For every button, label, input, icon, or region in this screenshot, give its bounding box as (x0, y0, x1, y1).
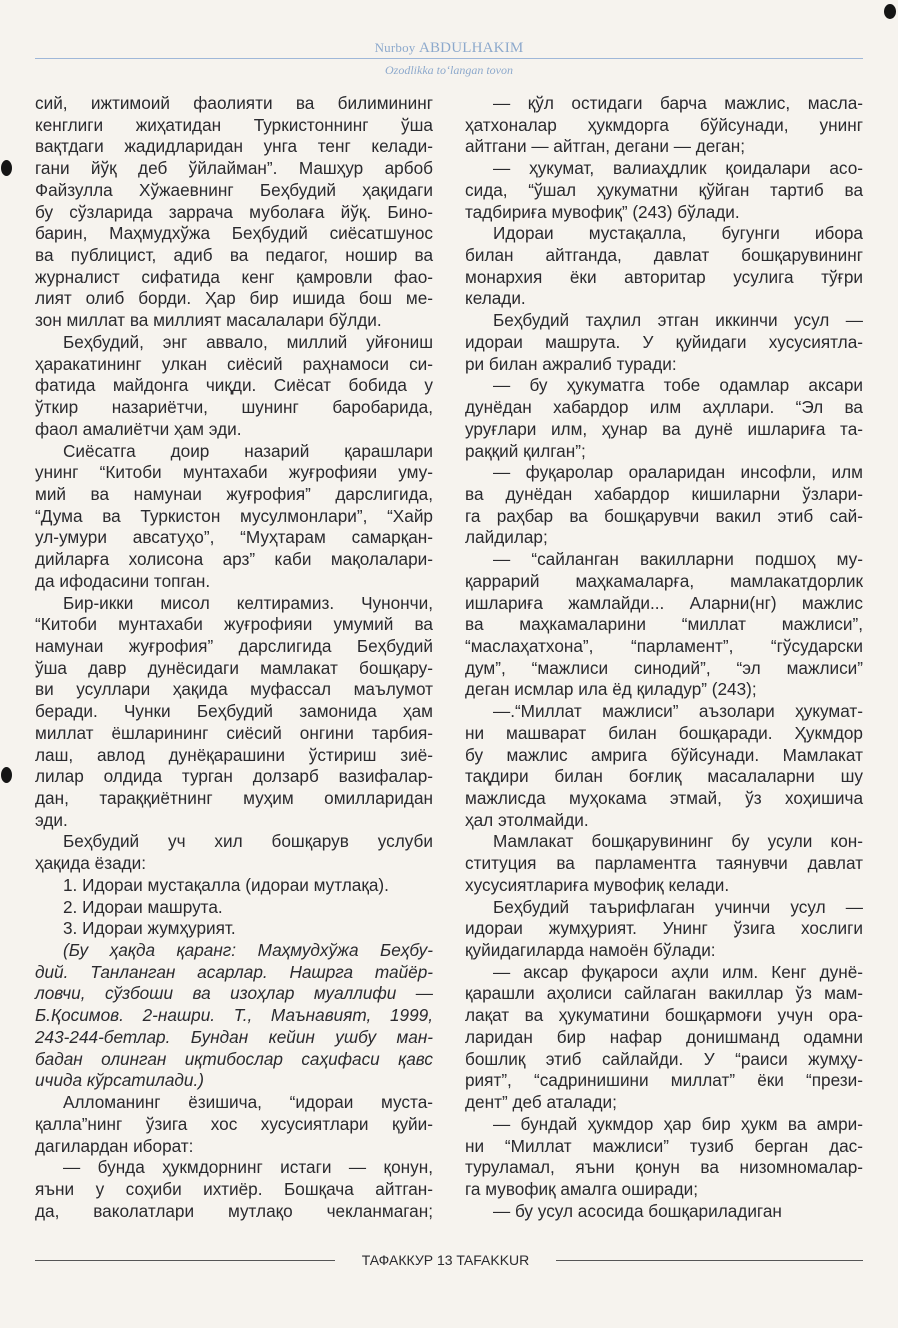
binder-hole (1, 767, 12, 783)
left_column-line: лилар олдида турган долзарб вазифалар- (35, 766, 433, 787)
left_column-line: гани йўқ деб ўйлайман”. Машҳур арбоб (35, 158, 433, 179)
header-rule (35, 58, 863, 59)
right_column-line: — бундай ҳукмдор ҳар бир ҳукм ва амри- (493, 1113, 863, 1134)
running-head-author (0, 40, 898, 57)
right_column-line: дум”, “мажлиси синодий”, “эл мажлиси” (465, 657, 863, 678)
right_column-line: хусусиятлариға мувофиқ келади. (465, 874, 730, 895)
right_column-line: Беҳбудий таҳлил этган иккинчи усул — (493, 310, 863, 331)
right_column-line: идораи жумҳурият. Унинг ўзига хослиги (465, 918, 863, 939)
left_column-line: бу сўзларида заррача муболаға йўқ. Бино- (35, 201, 433, 222)
right_column-line: — аксар фуқароси аҳли илм. Кенг дунё- (493, 961, 863, 982)
right_column-line: — фуқаролар ораларидан инсофли, илм (493, 462, 863, 483)
right_column-line: — бу ҳукуматга тобе одамлар аксари (493, 375, 863, 396)
right_column-line: билан айтганда, давлат бошқарувининг (465, 245, 863, 266)
right_column-line: — бу усул асосида бошқариладиган (493, 1200, 782, 1221)
left_column-line: — бунда ҳукмдорнинг истаги — қонун, (63, 1157, 433, 1178)
right_column-line: тақдири билан боғлиқ масалаларни шу (465, 766, 863, 787)
left_column-line: дий. Танланган асарлар. Нашрга тайёр- (35, 961, 433, 982)
left_column-line: да, ваколатлари мутлақо чекланмаган; (35, 1200, 433, 1221)
right_column-line: лақат ва ҳукуматини бошқармоғи учун ора- (465, 1005, 863, 1026)
left_column-line: фаол амалиётчи ҳам эди. (35, 418, 242, 439)
left_column-line: ўткир назариётчи, шунинг баробарида, (35, 397, 433, 418)
left_column-line: фатида майдонга чиқди. Сиёсат бобида у (35, 375, 433, 396)
left_column-line: дагилардан иборат: (35, 1135, 194, 1156)
right_column-line: ҳал этолмайди. (465, 809, 589, 830)
left_column-line: журналист сифатида кенг қамровли фао- (35, 266, 433, 287)
right_column-line: туруламал, яъни қонун ва низомномалар- (465, 1157, 863, 1178)
right_column-line: дент” деб аталади; (465, 1092, 617, 1113)
left_column-line: 1. Идораи мустақалла (идораи мутлақа). (63, 874, 389, 895)
right_column-line: мажлисда муҳокама этмай, ўз хоҳишича (465, 788, 863, 808)
left-text-column (35, 93, 433, 1222)
left_column-line: лият олиб борди. Ҳар бир ишида бош ме- (35, 288, 433, 309)
right_column-line: ституция ва парламентга таянувчи давлат (465, 853, 863, 874)
right_column-line: дунёдан хабардор илм аҳллари. “Эл ва (465, 397, 863, 418)
right_column-line: деган исмлар ила ёд қиладур” (243); (465, 679, 757, 700)
right_column-line: “маслаҳатхона”, “парламент”, “гўсударски (465, 635, 863, 656)
right_column-line: қарашли аҳолиси сайлаган вакиллар ўз мам- (465, 983, 863, 1004)
left_column-line: сий, ижтимоий фаолияти ва билимининг (35, 93, 433, 113)
left_column-line: ўша давр дунёсидаги мамлакат бошқару- (35, 657, 433, 678)
right_column-line: келади. (465, 288, 526, 309)
left_column-line: яъни у соҳиби ихтиёр. Бошқача айтган- (35, 1178, 433, 1199)
left_column-line: да ифодасини топган. (35, 570, 211, 591)
left_column-line: 3. Идораи жумҳурият. (63, 918, 236, 939)
left_column-line: “Дума ва Туркистон мусулмонлари”, “Хайр (35, 505, 433, 526)
right_column-line: ни машварат билан бошқаради. Ҳукмдор (465, 722, 863, 743)
right_column-line: — “сайланган вакилларни подшоҳ му- (493, 549, 863, 570)
left_column-line: барин, Маҳмудхўжа Беҳбудий сиёсатшунос (35, 223, 433, 244)
right_column-line: ни “Миллат мажлиси” тузиб берган дас- (465, 1135, 863, 1156)
left_column-line: Сиёсатга доир назарий қарашлари (63, 440, 433, 461)
binder-hole (1, 160, 12, 176)
right_column-line: ва маҳкамаларини “миллат мажлиси”, (465, 614, 863, 635)
left_column-line: Беҳбудий уч хил бошқарув услуби (63, 831, 433, 852)
author-last-name: ABDULHAKIM (418, 40, 524, 56)
right_column-line: га мувофиқ амалга оширади; (465, 1178, 699, 1199)
left_column-line: Алломанинг ёзишича, “идораи муста- (63, 1092, 433, 1113)
left_column-line: ви усуллари ҳақида муфассал маълумот (35, 679, 433, 700)
left_column-line: намунаи жуғрофия” дарслигида Беҳбудий (35, 635, 433, 656)
right_column-line: бошлиқ этиб сайлайди. У “раиси жумҳу- (465, 1048, 863, 1069)
right_column-line: сида, “ўшал ҳукуматни қўйган тартиб ва (465, 179, 863, 200)
left_column-line: унинг “Китоби мунтахаби жуғрофияи уму- (35, 462, 433, 483)
left_column-line: ул-умури авсатуҳо”, “Муҳтарам самарқан- (35, 527, 433, 548)
left_column-line: ҳақида ёзади: (35, 853, 147, 874)
right_column-line: —.“Миллат мажлиси” аъзолари ҳукумат- (493, 701, 863, 722)
binder-hole (884, 4, 896, 19)
left_column-line: вақтдаги жадидларидан унга тенг келади- (35, 136, 433, 157)
right_column-line: қуйидагиларда намоён бўлади: (465, 940, 716, 961)
left_column-line: мий ва намунаи жуғрофия” дарслигида, (35, 483, 433, 504)
right_column-line: ларидан бир нафар донишманд одамни (465, 1026, 863, 1047)
right_column-line: монархия ёки авторитар усулига тўғри (465, 266, 863, 287)
left_column-line: ловчи, сўзбоши ва изоҳлар муаллифи — (35, 983, 433, 1004)
left_column-line: кенглиги жиҳатидан Туркистоннинг ўша (35, 114, 433, 135)
right_column-line: идораи машрута. У қуйидаги хусусиятла- (465, 331, 863, 352)
right-text-column (465, 93, 863, 1222)
left_column-line: бадан олинган иқтибослар саҳифаси қавс (35, 1048, 433, 1069)
right_column-line: Мамлакат бошқарувининг бу усули кон- (493, 831, 863, 852)
left_column-line: ичида кўрсатилади.) (35, 1070, 204, 1091)
right_column-line: айтгани — айтган, дегани — деган; (465, 136, 746, 157)
left_column-line: 243-244-бетлар. Бундан кейин ушбу ман- (35, 1026, 433, 1047)
running-head-title: Ozodlikka to‘langan tovon (385, 63, 513, 77)
left_column-line: дан, тараққиётнинг муҳим омилларидан (35, 788, 433, 808)
left_column-line: қалла”нинг ўзига хос хусусиятлари қуйи- (35, 1113, 433, 1134)
left_column-line: “Китоби мунтахаби жуғрофияи умумий ва (35, 614, 433, 635)
right_column-line: га раҳбар ва бошқарувчи вакил этиб сай- (465, 505, 863, 526)
right_column-line: лайдилар; (465, 527, 548, 548)
right_column-line: ва дунёдан хабардор кишиларни ўзлари- (465, 483, 863, 504)
left_column-line: 2. Идораи машрута. (63, 896, 223, 917)
right_column-line: ишлариға жамлайди... Аларни(нг) мажлис (465, 592, 863, 613)
left_column-line: Бир-икки мисол келтирамиз. Чунончи, (63, 592, 433, 613)
left_column-line: дийларға холисона арз” каби мақолалари- (35, 549, 433, 570)
right_column-line: ҳатхоналар ҳукмдорга бўйсунади, унинг (465, 114, 863, 135)
left_column-line: ҳаракатининг улкан сиёсий раҳнамоси си- (35, 353, 433, 374)
right_column-line: рият”, “садринишини миллат” ёки “прези- (465, 1070, 863, 1091)
right_column-line: бу мажлис амрига бўйсунади. Мамлакат (465, 744, 863, 765)
right_column-line: Беҳбудий таърифлаган учинчи усул — (493, 896, 863, 917)
right_column-line: Идораи мустақалла, бугунги ибора (493, 223, 863, 244)
left_column-line: беради. Чунки Беҳбудий замонида ҳам (35, 701, 433, 722)
left_column-line: лаш, авлод дунёқарашини ўстириш зиё- (35, 744, 433, 765)
right_column-line: раққий қилган”; (465, 440, 586, 461)
right_column-line: уруғлари илм, ҳунар ва дунё ишлариға та- (465, 418, 863, 439)
left_column-line: ва публицист, адиб ва педагог, ношир ва (35, 245, 433, 266)
left_column-line: зон миллат ва миллият масалалари бўлди. (35, 310, 382, 331)
page-footer (0, 1250, 898, 1270)
right_column-line: қаррарий маҳкамаларға, мамлакатдорлик (465, 570, 863, 591)
right_column-line: — қўл остидаги барча мажлис, масла- (493, 93, 863, 113)
right_column-line: тадбириға мувофиқ” (243) бўлади. (465, 201, 740, 222)
footer-page-label: ТАФАККУР 13 TAFAKKUR (361, 1252, 530, 1268)
right_column-line: — ҳукумат, валиаҳдлик қоидалари асо- (493, 158, 863, 179)
left_column-line: Файзулла Хўжаевнинг Беҳбудий ҳақидаги (35, 179, 433, 200)
right_column-line: ри билан ажралиб туради: (465, 353, 677, 374)
left_column-line: миллат ёшларининг сиёсий онгини тарбия- (35, 722, 433, 743)
left_column-line: (Бу ҳақда қаранг: Маҳмудхўжа Беҳбу- (63, 940, 433, 961)
footer-rule-right (556, 1260, 863, 1261)
left_column-line: эди. (35, 809, 68, 830)
left_column-line: Беҳбудий, энг аввало, миллий уйғониш (63, 331, 433, 352)
left_column-line: Б.Қосимов. 2-нашри. Т., Маънавият, 1999, (35, 1005, 433, 1026)
author-first-name: Nurboy (374, 40, 416, 55)
footer-rule-left (35, 1260, 335, 1261)
